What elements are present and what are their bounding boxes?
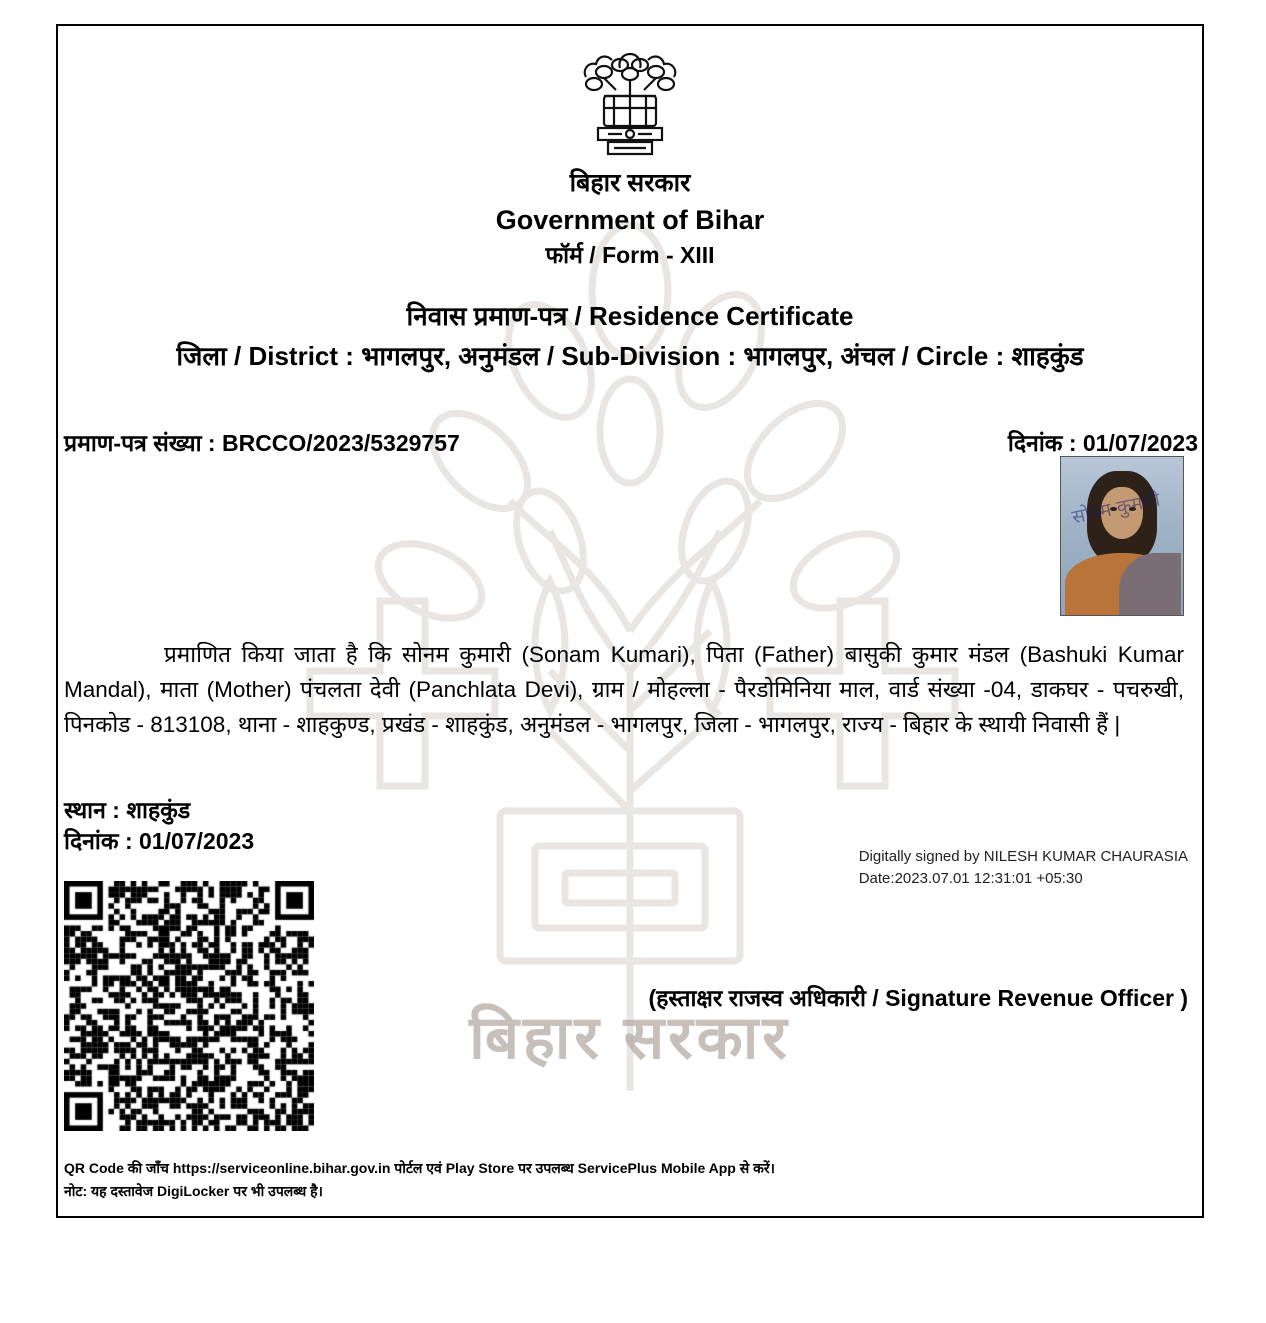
certificate-title: निवास प्रमाण-पत्र / Residence Certificate [406, 301, 854, 332]
date-line: दिनांक : 01/07/2023 [64, 827, 255, 854]
form-label: फॉर्म / Form - XIII [545, 241, 715, 268]
photo-overlay-signature: सोनम कुमारी [1070, 488, 1162, 529]
digital-signature-block [859, 846, 1188, 890]
certificate-body-text: प्रमाणित किया जाता है कि सोनम कुमारी (Sonam Kumari), पिता (Father) बासुकी कुमार मंडल (Bashuki Kumar Mandal), माता (Mother) पंचलता देवी (Panchlata Devi), ग्राम / मोहल्ला - पैरडोमिनिया माल, वार्ड संख्या -04, डाकघर - पचरुखी, पिनकोड - 813108, थाना - शाहकुण्ड, प्रखंड - शाहकुंड, अनुमंडल - भागलपुर, जिला - भागलपुर, राज्य - बिहार के स्थायी निवासी हैं | [64, 642, 1184, 737]
footer-qr-note: QR Code की जाँच https://serviceonline.bihar.gov.in पोर्टल एवं Play Store पर उपलब्ध ServicePlus Mobile App से करें। [64, 1160, 775, 1177]
govt-name-hindi: बिहार सरकार [569, 169, 691, 197]
place-line: स्थान : शाहकुंड [64, 796, 191, 823]
applicant-photo [1060, 456, 1184, 616]
govt-name-english: Government of Bihar [495, 204, 765, 235]
signature-revenue-officer-label: (हस्ताक्षर राजस्व अधिकारी / Signature Revenue Officer ) [648, 985, 1188, 1011]
qr-code [64, 881, 314, 1131]
certificate-page [56, 24, 1204, 1218]
national-emblem-icon [58, 50, 1202, 163]
certificate-number: प्रमाण-पत्र संख्या : BRCCO/2023/5329757 [64, 430, 460, 457]
issue-date: दिनांक : 01/07/2023 [1007, 430, 1198, 457]
digital-signature-signer: Digitally signed by NILESH KUMAR CHAURASIA [858, 848, 1188, 865]
watermark-text: बिहार सरकार [469, 1004, 791, 1071]
certificate-meta-row [58, 426, 1202, 458]
footer-notes [64, 1157, 775, 1202]
digital-signature-date: Date:2023.07.01 12:31:01 +05:30 [858, 869, 1083, 887]
footer-digilocker-note: नोट: यह दस्तावेज DigiLocker पर भी उपलब्ध है। [64, 1182, 323, 1199]
district-line: जिला / District : भागलपुर, अनुमंडल / Sub-Division : भागलपुर, अंचल / Circle : शाहकुंड [176, 341, 1084, 372]
